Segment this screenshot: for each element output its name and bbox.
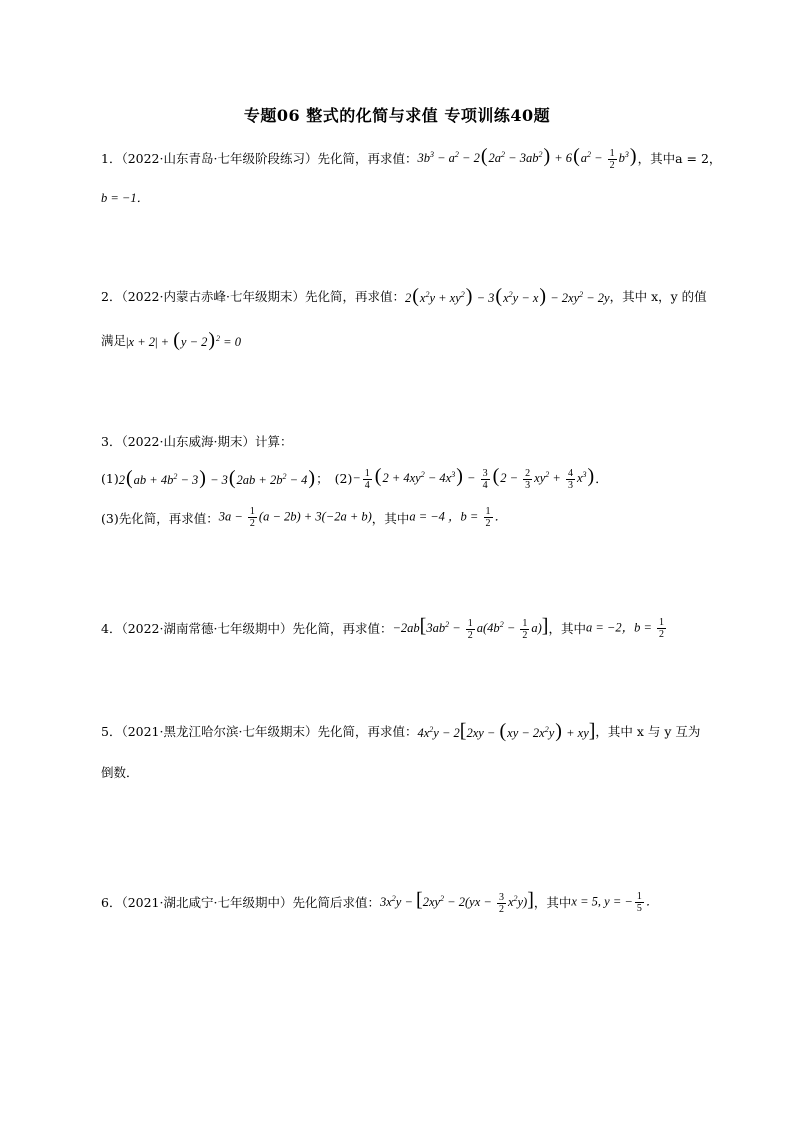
- problem-3-part1-expression: $2(ab + 4b^2 - 3) - 3(2ab + 2b^2 - 4)$: [118, 467, 316, 490]
- problem-3-line-3: [101, 506, 507, 529]
- problem-2-suffix: ，其中 x，y 的值: [609, 289, 707, 304]
- problem-5-suffix: ，其中 x 与 y 互为: [595, 724, 701, 739]
- problem-4-line-1: [101, 616, 668, 641]
- problem-2-expression: $2(x^2y + xy^2) - 3(x^2y - x) - 2xy^2 - 2y$: [404, 285, 610, 307]
- problem-4-expression: $-2ab[3ab^2$ − $\frac{1}{2}$ $a(4b^2$ − $\frac{1}{2}$ a)]: [392, 615, 549, 641]
- problem-5-line2: 倒数．: [101, 765, 139, 780]
- problem-5-line-2: [101, 763, 139, 781]
- problem-5-line-1: [101, 721, 700, 741]
- problem-5-prefix: 5．（2021·黑龙江哈尔滨·七年级期末）先化简，再求值：: [101, 724, 418, 739]
- page-title: 专题06 整式的化简与求值 专项训练40题: [243, 106, 551, 125]
- problem-2-condition: $|x + 2| + (y - 2)^2 = 0$: [126, 329, 241, 351]
- problem-3-prefix: 3．（2022·山东威海·期末）计算：: [101, 434, 293, 449]
- problem-3-part2-end: ．: [595, 471, 608, 487]
- problem-3-part3-label: (3)先化简，再求值：: [101, 510, 219, 526]
- problem-3-separator: ；: [316, 471, 329, 487]
- problem-2-line-1: [101, 286, 707, 306]
- problem-1-line-2: [101, 188, 149, 206]
- problem-6-line-1: [101, 890, 658, 915]
- problem-1-condition: b = −1．: [101, 191, 150, 205]
- problem-3-part2-expression: − $\frac{1}{4}$ $(2 + 4xy^2 - 4x^3)$ − $\frac{3}{4}$ (2 − $\frac{2}{3}$ $xy^2$ + $\frac{4}{3}$ $x^3$): [352, 465, 595, 491]
- problem-2-line-2: [101, 330, 241, 350]
- problem-1-line-1: [101, 146, 721, 171]
- problem-2-prefix: 2．（2022·内蒙古赤峰·七年级期末）先化简，再求值：: [101, 289, 405, 304]
- problem-3-part3-suffix-1: ，其中: [371, 510, 410, 526]
- problem-6-condition: x = 5, y = − $\frac{1}{5}$ ．: [571, 890, 659, 914]
- problem-1-prefix: 1．（2022·山东青岛·七年级阶段练习）先化简，再求值：: [101, 151, 418, 167]
- problem-3-part3-expression: 3a − $\frac{1}{2}$ (a − 2b) + 3(−2a + b): [218, 506, 372, 529]
- problem-2-line2-prefix: 满足: [101, 333, 127, 348]
- problem-5-expression: $4x^2y - 2[2xy - (xy - 2x^2y) + xy]$: [417, 720, 596, 742]
- problem-3-line-1: [101, 432, 292, 450]
- problem-3-part2-label: (2): [334, 470, 353, 486]
- problem-3-part3-condition: a = −4 ，b = $\frac{1}{2}$ ．: [409, 506, 508, 529]
- problem-4-prefix: 4．（2022·湖南常德·七年级期中）先化简，再求值：: [101, 621, 393, 637]
- problem-1-expression: $3b^3 - a^2 - 2(2a^2 - 3ab^2) + 6(a^2$ − $\frac{1}{2}$ $b^3$): [417, 145, 637, 171]
- problem-1-suffix: ，其中a = 2，: [637, 151, 722, 167]
- problem-3-part1-label: (1): [101, 470, 119, 486]
- problem-6-prefix: 6．（2021·湖北咸宁·七年级期中）先化简后求值：: [101, 895, 380, 911]
- problem-4-condition: a = −2，b = $\frac{1}{2}$: [585, 616, 665, 640]
- problem-6-suffix-a: ，其中: [533, 895, 572, 911]
- problem-3-line-2: [101, 466, 608, 491]
- problem-4-suffix-a: ，其中: [548, 621, 586, 637]
- problem-6-expression: $3x^2y - [2xy^2 - 2(yx$ − $\frac{3}{2}$ $x^2y$)]: [379, 889, 534, 915]
